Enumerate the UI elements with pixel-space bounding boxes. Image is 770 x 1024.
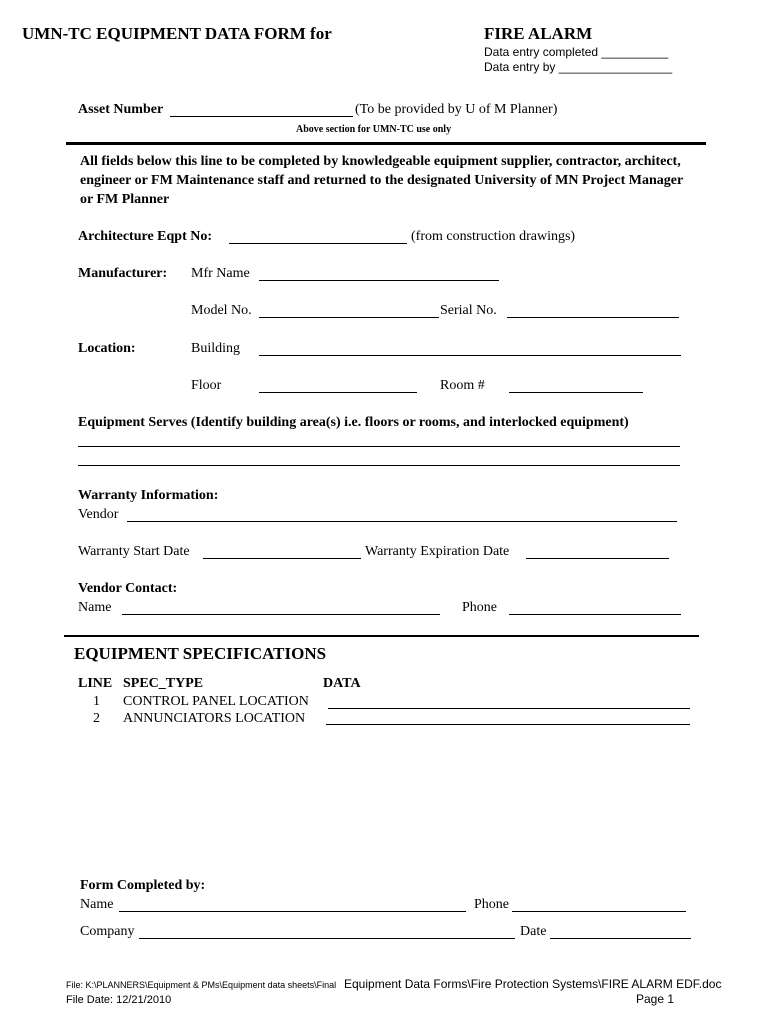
room-field[interactable]	[509, 392, 643, 393]
spec-row-1-type: CONTROL PANEL LOCATION	[123, 694, 309, 709]
building-field[interactable]	[259, 355, 681, 356]
warranty-start-label: Warranty Start Date	[78, 544, 190, 559]
warranty-expiration-label: Warranty Expiration Date	[365, 544, 510, 559]
date-label: Date	[520, 924, 547, 939]
arch-eqpt-field[interactable]	[229, 243, 407, 244]
mfr-name-field[interactable]	[259, 280, 499, 281]
model-label: Model No.	[191, 303, 252, 318]
footer-file-path: Equipment Data Forms\Fire Protection Systems\FIRE ALARM EDF.doc	[344, 977, 722, 991]
date-field[interactable]	[550, 938, 691, 939]
vendor-contact-phone-field[interactable]	[509, 614, 681, 615]
form-title: UMN-TC EQUIPMENT DATA FORM for	[22, 24, 332, 43]
specs-heading: EQUIPMENT SPECIFICATIONS	[74, 644, 327, 663]
equipment-serves-field-1[interactable]	[78, 446, 680, 447]
floor-field[interactable]	[259, 392, 417, 393]
data-entry-completed: Data entry completed __________	[484, 45, 669, 59]
umn-use-only-note: Above section for UMN-TC use only	[296, 124, 452, 135]
vendor-contact-phone-label: Phone	[462, 600, 497, 615]
spec-row-2-type: ANNUNCIATORS LOCATION	[123, 711, 306, 726]
instructions-line-1: All fields below this line to be completed by knowledgeable equipment supplier, contractor, architect,	[80, 154, 681, 169]
serial-field[interactable]	[507, 317, 679, 318]
spec-row-1-line: 1	[93, 694, 100, 709]
spec-row-2-data-field[interactable]	[326, 724, 690, 725]
model-field[interactable]	[259, 317, 439, 318]
warranty-start-field[interactable]	[203, 558, 361, 559]
vendor-contact-name-label: Name	[78, 600, 112, 615]
building-label: Building	[191, 341, 241, 356]
instructions-line-3: or FM Planner	[80, 192, 170, 207]
manufacturer-label: Manufacturer:	[78, 266, 168, 281]
vendor-contact-heading: Vendor Contact:	[78, 581, 178, 596]
completed-by-heading: Form Completed by:	[80, 878, 206, 893]
equipment-serves-label: Equipment Serves (Identify building area(s) i.e. floors or rooms, and interlocked equipment)	[78, 415, 629, 430]
arch-eqpt-note: (from construction drawings)	[411, 229, 576, 244]
section-divider	[66, 142, 706, 145]
footer-file-prefix: File: K:\PLANNERS\Equipment & PMs\Equipment data sheets\Final	[66, 980, 337, 990]
vendor-label: Vendor	[78, 507, 119, 522]
specs-col-spec: SPEC_TYPE	[123, 676, 204, 691]
data-entry-by: Data entry by _________________	[484, 60, 673, 74]
specs-divider	[64, 635, 699, 637]
spec-row-1-data-field[interactable]	[328, 708, 690, 709]
asset-number-field[interactable]	[170, 116, 353, 117]
completed-by-name-field[interactable]	[119, 911, 466, 912]
footer-file-date: File Date: 12/21/2010	[66, 994, 172, 1006]
company-label: Company	[80, 924, 135, 939]
completed-by-name-label: Name	[80, 897, 114, 912]
asset-number-note: (To be provided by U of M Planner)	[355, 102, 558, 117]
warranty-heading: Warranty Information:	[78, 488, 219, 503]
vendor-contact-name-field[interactable]	[122, 614, 440, 615]
location-label: Location:	[78, 341, 136, 356]
footer-page-number: Page 1	[636, 992, 675, 1006]
company-field[interactable]	[139, 938, 515, 939]
equipment-serves-field-2[interactable]	[78, 465, 680, 466]
completed-by-phone-field[interactable]	[512, 911, 686, 912]
instructions-line-2: engineer or FM Maintenance staff and returned to the designated University of MN Project Manager	[80, 173, 684, 188]
arch-eqpt-label: Architecture Eqpt No:	[78, 229, 213, 244]
specs-col-line: LINE	[78, 676, 113, 691]
equipment-type: FIRE ALARM	[484, 24, 593, 43]
spec-row-2-line: 2	[93, 711, 100, 726]
warranty-expiration-field[interactable]	[526, 558, 669, 559]
vendor-field[interactable]	[127, 521, 677, 522]
specs-col-data: DATA	[323, 676, 361, 691]
mfr-name-label: Mfr Name	[191, 266, 250, 281]
asset-number-label: Asset Number	[78, 102, 164, 117]
floor-label: Floor	[191, 378, 222, 393]
room-label: Room #	[440, 378, 485, 393]
completed-by-phone-label: Phone	[474, 897, 509, 912]
serial-label: Serial No.	[440, 303, 497, 318]
